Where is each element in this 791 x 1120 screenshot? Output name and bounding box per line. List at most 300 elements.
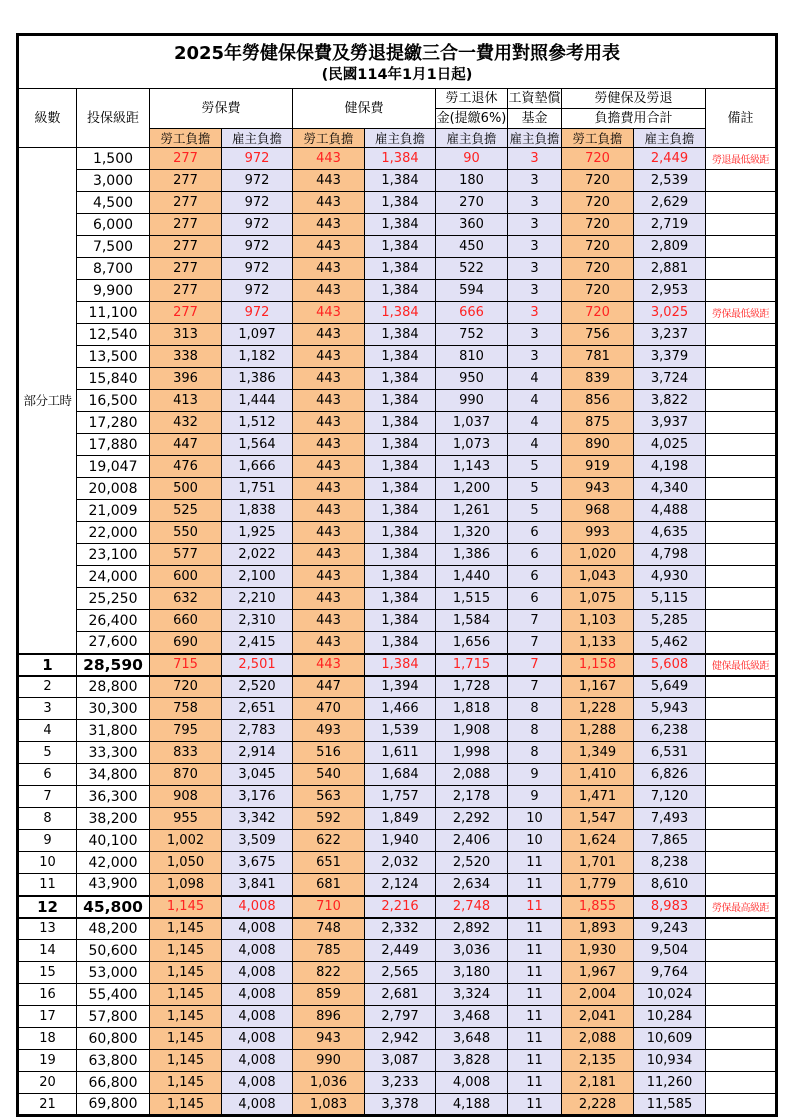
cell-wage-fund-employer: 6 xyxy=(508,544,562,566)
cell-insured-bracket: 4,500 xyxy=(77,192,150,214)
cell-labor-employer: 972 xyxy=(222,236,293,258)
cell-wage-fund-employer: 10 xyxy=(508,830,562,852)
cell-wage-fund-employer: 3 xyxy=(508,346,562,368)
cell-total-employer: 10,024 xyxy=(634,984,706,1006)
cell-health-employer: 2,681 xyxy=(365,984,436,1006)
cell-labor-employee: 870 xyxy=(150,764,222,786)
table-row xyxy=(18,368,777,390)
table-row xyxy=(18,984,777,1006)
cell-insured-bracket: 15,840 xyxy=(77,368,150,390)
cell-total-employer: 3,937 xyxy=(634,412,706,434)
cell-health-employer: 2,032 xyxy=(365,852,436,874)
cell-labor-employee: 1,145 xyxy=(150,1072,222,1094)
cell-total-employer: 10,284 xyxy=(634,1006,706,1028)
cell-health-employee: 443 xyxy=(293,434,365,456)
cell-health-employee: 443 xyxy=(293,302,365,324)
cell-labor-employer: 2,100 xyxy=(222,566,293,588)
cell-total-employer: 4,340 xyxy=(634,478,706,500)
cell-labor-employer: 4,008 xyxy=(222,1028,293,1050)
cell-total-employee: 1,701 xyxy=(562,852,634,874)
cell-total-employee: 1,967 xyxy=(562,962,634,984)
cell-wage-fund-employer: 4 xyxy=(508,368,562,390)
cell-health-employer: 1,384 xyxy=(365,610,436,632)
cell-health-employer: 1,384 xyxy=(365,346,436,368)
cell-labor-employer: 4,008 xyxy=(222,1072,293,1094)
cell-pension-employer: 3,036 xyxy=(436,940,508,962)
table-row xyxy=(18,1028,777,1050)
cell-labor-employer: 1,097 xyxy=(222,324,293,346)
cell-health-employer: 1,384 xyxy=(365,588,436,610)
cell-wage-fund-employer: 11 xyxy=(508,984,562,1006)
cell-labor-employer: 2,914 xyxy=(222,742,293,764)
cell-labor-employer: 3,841 xyxy=(222,874,293,896)
cell-labor-employer: 972 xyxy=(222,302,293,324)
cell-note xyxy=(706,786,777,808)
cell-labor-employer: 3,176 xyxy=(222,786,293,808)
cell-total-employee: 943 xyxy=(562,478,634,500)
cell-wage-fund-employer: 3 xyxy=(508,258,562,280)
cell-insured-bracket: 23,100 xyxy=(77,544,150,566)
cell-insured-bracket: 16,500 xyxy=(77,390,150,412)
cell-labor-employee: 277 xyxy=(150,170,222,192)
cell-labor-employer: 3,045 xyxy=(222,764,293,786)
header-health-insurance: 健保費 xyxy=(293,89,436,129)
cell-wage-fund-employer: 7 xyxy=(508,654,562,676)
cell-note xyxy=(706,632,777,654)
cell-pension-employer: 270 xyxy=(436,192,508,214)
cell-note xyxy=(706,500,777,522)
cell-note: 勞保最低級距 xyxy=(706,302,777,324)
cell-health-employee: 443 xyxy=(293,148,365,170)
cell-total-employer: 5,943 xyxy=(634,698,706,720)
cell-health-employee: 896 xyxy=(293,1006,365,1028)
cell-pension-employer: 4,188 xyxy=(436,1094,508,1116)
cell-pension-employer: 1,440 xyxy=(436,566,508,588)
cell-labor-employee: 432 xyxy=(150,412,222,434)
cell-health-employer: 2,332 xyxy=(365,918,436,940)
cell-insured-bracket: 55,400 xyxy=(77,984,150,1006)
cell-pension-employer: 1,715 xyxy=(436,654,508,676)
cell-total-employer: 4,635 xyxy=(634,522,706,544)
cell-labor-employee: 690 xyxy=(150,632,222,654)
cell-total-employer: 4,025 xyxy=(634,434,706,456)
cell-total-employer: 9,764 xyxy=(634,962,706,984)
cell-total-employee: 1,158 xyxy=(562,654,634,676)
cell-level: 14 xyxy=(18,940,77,962)
cell-health-employee: 443 xyxy=(293,588,365,610)
cell-health-employee: 470 xyxy=(293,698,365,720)
cell-insured-bracket: 60,800 xyxy=(77,1028,150,1050)
cell-pension-employer: 1,584 xyxy=(436,610,508,632)
cell-health-employer: 2,124 xyxy=(365,874,436,896)
cell-wage-fund-employer: 6 xyxy=(508,588,562,610)
cell-pension-employer: 2,634 xyxy=(436,874,508,896)
cell-note xyxy=(706,478,777,500)
cell-insured-bracket: 33,300 xyxy=(77,742,150,764)
cell-pension-employer: 522 xyxy=(436,258,508,280)
cell-level: 6 xyxy=(18,764,77,786)
cell-labor-employee: 277 xyxy=(150,148,222,170)
cell-insured-bracket: 20,008 xyxy=(77,478,150,500)
cell-total-employee: 1,075 xyxy=(562,588,634,610)
cell-labor-employer: 972 xyxy=(222,258,293,280)
cell-insured-bracket: 9,900 xyxy=(77,280,150,302)
cell-insured-bracket: 28,800 xyxy=(77,676,150,698)
cell-labor-employer: 1,564 xyxy=(222,434,293,456)
cell-labor-employer: 4,008 xyxy=(222,962,293,984)
table-row xyxy=(18,852,777,874)
cell-health-employer: 1,384 xyxy=(365,632,436,654)
cell-labor-employer: 1,925 xyxy=(222,522,293,544)
header-level: 級數 xyxy=(18,89,77,148)
cell-labor-employee: 338 xyxy=(150,346,222,368)
cell-pension-employer: 1,908 xyxy=(436,720,508,742)
cell-labor-employee: 600 xyxy=(150,566,222,588)
table-row xyxy=(18,742,777,764)
cell-total-employee: 1,020 xyxy=(562,544,634,566)
table-row xyxy=(18,1094,777,1116)
cell-insured-bracket: 28,590 xyxy=(77,654,150,676)
cell-insured-bracket: 53,000 xyxy=(77,962,150,984)
cell-health-employer: 1,384 xyxy=(365,148,436,170)
cell-note xyxy=(706,412,777,434)
cell-note xyxy=(706,170,777,192)
subheader-wage-fund-employer: 雇主負擔 xyxy=(508,129,562,148)
cell-health-employer: 2,797 xyxy=(365,1006,436,1028)
cell-total-employer: 2,539 xyxy=(634,170,706,192)
subheader-labor-employee: 勞工負擔 xyxy=(150,129,222,148)
cell-health-employee: 443 xyxy=(293,544,365,566)
table-row xyxy=(18,456,777,478)
cell-wage-fund-employer: 4 xyxy=(508,390,562,412)
cell-note xyxy=(706,852,777,874)
cell-total-employer: 5,462 xyxy=(634,632,706,654)
cell-insured-bracket: 17,880 xyxy=(77,434,150,456)
cell-labor-employee: 1,002 xyxy=(150,830,222,852)
cell-total-employer: 11,260 xyxy=(634,1072,706,1094)
cell-labor-employee: 396 xyxy=(150,368,222,390)
cell-health-employee: 443 xyxy=(293,456,365,478)
cell-insured-bracket: 6,000 xyxy=(77,214,150,236)
cell-wage-fund-employer: 9 xyxy=(508,764,562,786)
table-row xyxy=(18,654,777,676)
cell-labor-employee: 1,145 xyxy=(150,896,222,918)
cell-health-employer: 1,539 xyxy=(365,720,436,742)
cell-total-employee: 1,930 xyxy=(562,940,634,962)
cell-total-employee: 2,228 xyxy=(562,1094,634,1116)
cell-level: 3 xyxy=(18,698,77,720)
cell-labor-employer: 2,520 xyxy=(222,676,293,698)
cell-labor-employee: 577 xyxy=(150,544,222,566)
cell-insured-bracket: 36,300 xyxy=(77,786,150,808)
cell-total-employee: 856 xyxy=(562,390,634,412)
cell-health-employer: 1,384 xyxy=(365,500,436,522)
cell-labor-employee: 833 xyxy=(150,742,222,764)
cell-total-employer: 2,629 xyxy=(634,192,706,214)
page-title: 2025年勞健保保費及勞退提繳三合一費用對照參考用表 xyxy=(173,43,621,65)
cell-health-employee: 493 xyxy=(293,720,365,742)
cell-insured-bracket: 31,800 xyxy=(77,720,150,742)
cell-insured-bracket: 38,200 xyxy=(77,808,150,830)
cell-health-employee: 443 xyxy=(293,390,365,412)
cell-labor-employee: 1,145 xyxy=(150,984,222,1006)
cell-pension-employer: 1,998 xyxy=(436,742,508,764)
cell-insured-bracket: 27,600 xyxy=(77,632,150,654)
cell-level: 19 xyxy=(18,1050,77,1072)
table-row xyxy=(18,610,777,632)
cell-note xyxy=(706,566,777,588)
cell-pension-employer: 3,180 xyxy=(436,962,508,984)
cell-insured-bracket: 13,500 xyxy=(77,346,150,368)
table-row xyxy=(18,258,777,280)
cell-health-employee: 443 xyxy=(293,632,365,654)
cell-labor-employer: 972 xyxy=(222,214,293,236)
cell-health-employer: 2,216 xyxy=(365,896,436,918)
table-row xyxy=(18,500,777,522)
cell-labor-employee: 955 xyxy=(150,808,222,830)
cell-total-employee: 1,471 xyxy=(562,786,634,808)
cell-insured-bracket: 26,400 xyxy=(77,610,150,632)
cell-insured-bracket: 24,000 xyxy=(77,566,150,588)
table-row xyxy=(18,896,777,918)
cell-wage-fund-employer: 11 xyxy=(508,962,562,984)
cell-labor-employee: 313 xyxy=(150,324,222,346)
cell-health-employer: 1,757 xyxy=(365,786,436,808)
cell-insured-bracket: 8,700 xyxy=(77,258,150,280)
cell-level: 2 xyxy=(18,676,77,698)
cell-wage-fund-employer: 6 xyxy=(508,566,562,588)
cell-total-employer: 6,826 xyxy=(634,764,706,786)
cell-insured-bracket: 3,000 xyxy=(77,170,150,192)
table-row xyxy=(18,698,777,720)
cell-note xyxy=(706,434,777,456)
cell-total-employee: 720 xyxy=(562,148,634,170)
cell-total-employee: 2,004 xyxy=(562,984,634,1006)
cell-wage-fund-employer: 10 xyxy=(508,808,562,830)
cell-note xyxy=(706,346,777,368)
cell-health-employer: 1,384 xyxy=(365,236,436,258)
cell-wage-fund-employer: 11 xyxy=(508,852,562,874)
cell-note xyxy=(706,830,777,852)
header-total-line2: 負擔費用合計 xyxy=(562,109,706,129)
cell-level: 16 xyxy=(18,984,77,1006)
cell-labor-employer: 2,501 xyxy=(222,654,293,676)
cell-note xyxy=(706,280,777,302)
cell-health-employee: 443 xyxy=(293,610,365,632)
cell-health-employee: 1,036 xyxy=(293,1072,365,1094)
cell-note xyxy=(706,544,777,566)
cell-health-employer: 3,378 xyxy=(365,1094,436,1116)
subheader-pension-employer: 雇主負擔 xyxy=(436,129,508,148)
cell-total-employer: 10,609 xyxy=(634,1028,706,1050)
cell-pension-employer: 1,515 xyxy=(436,588,508,610)
cell-wage-fund-employer: 11 xyxy=(508,1050,562,1072)
cell-labor-employer: 3,342 xyxy=(222,808,293,830)
cell-health-employee: 443 xyxy=(293,214,365,236)
cell-total-employee: 993 xyxy=(562,522,634,544)
cell-pension-employer: 2,748 xyxy=(436,896,508,918)
subheader-total-employee: 勞工負擔 xyxy=(562,129,634,148)
cell-labor-employer: 4,008 xyxy=(222,1006,293,1028)
cell-total-employer: 6,531 xyxy=(634,742,706,764)
cell-insured-bracket: 11,100 xyxy=(77,302,150,324)
cell-pension-employer: 90 xyxy=(436,148,508,170)
cell-level: 20 xyxy=(18,1072,77,1094)
table-row xyxy=(18,148,777,170)
cell-health-employee: 443 xyxy=(293,478,365,500)
cell-labor-employer: 4,008 xyxy=(222,984,293,1006)
cell-labor-employee: 277 xyxy=(150,236,222,258)
cell-insured-bracket: 45,800 xyxy=(77,896,150,918)
cell-health-employer: 1,384 xyxy=(365,654,436,676)
cell-insured-bracket: 25,250 xyxy=(77,588,150,610)
cell-pension-employer: 450 xyxy=(436,236,508,258)
cell-total-employee: 839 xyxy=(562,368,634,390)
cell-health-employee: 447 xyxy=(293,676,365,698)
cell-total-employee: 1,288 xyxy=(562,720,634,742)
cell-health-employee: 748 xyxy=(293,918,365,940)
cell-wage-fund-employer: 3 xyxy=(508,170,562,192)
cell-labor-employee: 758 xyxy=(150,698,222,720)
cell-health-employee: 443 xyxy=(293,346,365,368)
cell-pension-employer: 1,200 xyxy=(436,478,508,500)
cell-wage-fund-employer: 7 xyxy=(508,632,562,654)
cell-insured-bracket: 66,800 xyxy=(77,1072,150,1094)
cell-pension-employer: 3,648 xyxy=(436,1028,508,1050)
cell-total-employee: 1,779 xyxy=(562,874,634,896)
cell-wage-fund-employer: 8 xyxy=(508,720,562,742)
header-total-line1: 勞健保及勞退 xyxy=(562,89,706,109)
cell-health-employer: 1,384 xyxy=(365,324,436,346)
cell-pension-employer: 990 xyxy=(436,390,508,412)
cell-labor-employee: 277 xyxy=(150,214,222,236)
cell-wage-fund-employer: 5 xyxy=(508,500,562,522)
cell-health-employer: 1,384 xyxy=(365,368,436,390)
cell-health-employer: 1,384 xyxy=(365,456,436,478)
cell-health-employee: 443 xyxy=(293,192,365,214)
cell-health-employer: 2,565 xyxy=(365,962,436,984)
cell-labor-employee: 715 xyxy=(150,654,222,676)
table-row xyxy=(18,280,777,302)
cell-wage-fund-employer: 11 xyxy=(508,1028,562,1050)
cell-level: 17 xyxy=(18,1006,77,1028)
cell-note xyxy=(706,522,777,544)
cell-note xyxy=(706,1006,777,1028)
cell-total-employee: 720 xyxy=(562,236,634,258)
cell-pension-employer: 1,073 xyxy=(436,434,508,456)
cell-health-employee: 443 xyxy=(293,324,365,346)
cell-labor-employee: 447 xyxy=(150,434,222,456)
cell-health-employer: 1,384 xyxy=(365,170,436,192)
cell-note xyxy=(706,324,777,346)
cell-labor-employer: 2,310 xyxy=(222,610,293,632)
cell-level: 4 xyxy=(18,720,77,742)
cell-note xyxy=(706,236,777,258)
cell-total-employee: 1,103 xyxy=(562,610,634,632)
cell-wage-fund-employer: 11 xyxy=(508,1094,562,1116)
cell-total-employee: 1,228 xyxy=(562,698,634,720)
table-row xyxy=(18,1050,777,1072)
cell-note xyxy=(706,720,777,742)
cell-total-employee: 720 xyxy=(562,302,634,324)
table-row xyxy=(18,214,777,236)
cell-level: 21 xyxy=(18,1094,77,1116)
table-row xyxy=(18,434,777,456)
cell-total-employee: 1,624 xyxy=(562,830,634,852)
cell-total-employee: 2,088 xyxy=(562,1028,634,1050)
subheader-health-employee: 勞工負擔 xyxy=(293,129,365,148)
table-row xyxy=(18,940,777,962)
cell-total-employer: 8,610 xyxy=(634,874,706,896)
cell-health-employer: 1,611 xyxy=(365,742,436,764)
cell-level: 9 xyxy=(18,830,77,852)
cell-wage-fund-employer: 11 xyxy=(508,1072,562,1094)
cell-note xyxy=(706,456,777,478)
cell-level: 18 xyxy=(18,1028,77,1050)
cell-health-employee: 563 xyxy=(293,786,365,808)
cell-insured-bracket: 12,540 xyxy=(77,324,150,346)
cell-total-employer: 4,930 xyxy=(634,566,706,588)
cell-insured-bracket: 30,300 xyxy=(77,698,150,720)
header-wage-fund-line2: 基金 xyxy=(508,109,562,129)
header-pension-line2: 金(提繳6%) xyxy=(436,109,508,129)
cell-level: 5 xyxy=(18,742,77,764)
cell-labor-employee: 1,145 xyxy=(150,940,222,962)
cell-pension-employer: 4,008 xyxy=(436,1072,508,1094)
cell-pension-employer: 180 xyxy=(436,170,508,192)
cell-labor-employer: 1,444 xyxy=(222,390,293,412)
cell-labor-employer: 4,008 xyxy=(222,918,293,940)
cell-level: 12 xyxy=(18,896,77,918)
cell-insured-bracket: 48,200 xyxy=(77,918,150,940)
header-labor-insurance: 勞保費 xyxy=(150,89,293,129)
cell-total-employer: 7,120 xyxy=(634,786,706,808)
cell-wage-fund-employer: 3 xyxy=(508,236,562,258)
cell-total-employer: 6,238 xyxy=(634,720,706,742)
header-notes: 備註 xyxy=(706,89,777,148)
cell-health-employee: 443 xyxy=(293,522,365,544)
cell-note xyxy=(706,742,777,764)
cell-pension-employer: 2,520 xyxy=(436,852,508,874)
cell-total-employer: 7,493 xyxy=(634,808,706,830)
cell-health-employer: 2,449 xyxy=(365,940,436,962)
cell-labor-employee: 1,145 xyxy=(150,1050,222,1072)
cell-labor-employee: 1,145 xyxy=(150,918,222,940)
cell-total-employer: 3,724 xyxy=(634,368,706,390)
cell-note xyxy=(706,1072,777,1094)
cell-wage-fund-employer: 8 xyxy=(508,698,562,720)
cell-health-employee: 443 xyxy=(293,500,365,522)
cell-level: 13 xyxy=(18,918,77,940)
cell-health-employee: 540 xyxy=(293,764,365,786)
cell-total-employee: 1,893 xyxy=(562,918,634,940)
cell-pension-employer: 2,178 xyxy=(436,786,508,808)
cell-labor-employee: 277 xyxy=(150,302,222,324)
table-row xyxy=(18,1072,777,1094)
cell-wage-fund-employer: 9 xyxy=(508,786,562,808)
cell-labor-employee: 277 xyxy=(150,192,222,214)
table-row xyxy=(18,192,777,214)
cell-level: 11 xyxy=(18,874,77,896)
cell-total-employee: 720 xyxy=(562,192,634,214)
table-row xyxy=(18,522,777,544)
table-row xyxy=(18,830,777,852)
cell-insured-bracket: 69,800 xyxy=(77,1094,150,1116)
cell-health-employer: 3,233 xyxy=(365,1072,436,1094)
cell-health-employee: 443 xyxy=(293,566,365,588)
table-row xyxy=(18,786,777,808)
table-row xyxy=(18,632,777,654)
